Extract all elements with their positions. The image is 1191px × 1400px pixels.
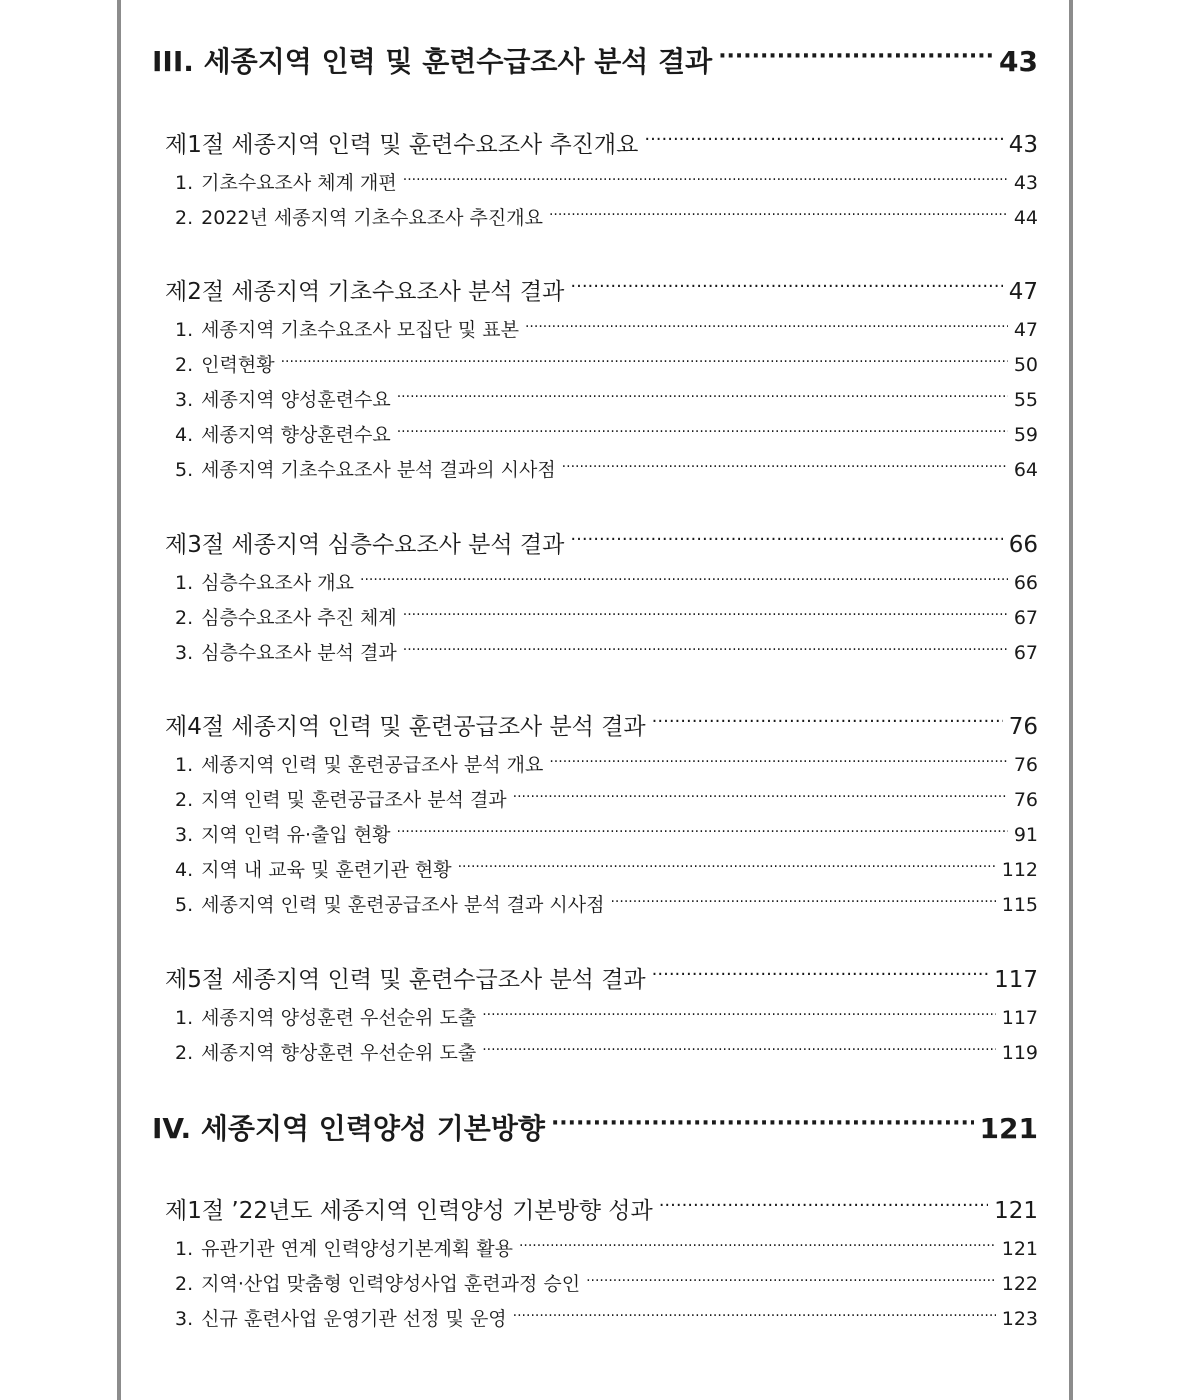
toc-item[interactable] [175,750,1038,777]
toc-item[interactable] [175,420,1038,447]
dot-leader [403,640,1008,659]
dot-leader [610,892,995,911]
item-title: 세종지역 향상훈련수요 [201,424,391,446]
item-number: 3. [175,389,194,411]
page-number: 67 [1013,607,1038,629]
dot-leader [652,964,988,987]
item-title: 인력현황 [201,354,275,376]
chapter-title: III. 세종지역 인력 및 훈련수급조사 분석 결과 [152,45,713,78]
page-number: 50 [1013,354,1038,376]
dot-leader [397,822,1008,841]
item-number: 3. [175,1308,194,1330]
item-title: 세종지역 양성훈련 우선순위 도출 [201,1007,477,1029]
toc-item[interactable] [175,638,1038,665]
chapter-title: IV. 세종지역 인력양성 기본방향 [152,1112,545,1145]
toc-item[interactable] [175,315,1038,342]
dot-leader [397,387,1008,406]
dot-leader [397,422,1008,441]
toc-section[interactable] [165,273,1038,306]
item-title: 세종지역 기초수요조사 모집단 및 표본 [201,319,519,341]
page-number: 121 [994,1198,1038,1224]
toc-chapter-4[interactable] [152,1107,1038,1147]
toc-item[interactable] [175,1003,1038,1030]
page-number: 47 [1013,319,1038,341]
item-title: 심층수요조사 개요 [201,572,355,594]
item-title: 지역 인력 유·출입 현황 [201,824,391,846]
item-title: 유관기관 연계 인력양성기본계획 활용 [201,1238,513,1260]
dot-leader [652,711,1003,734]
dot-leader [570,276,1002,299]
item-number: 2. [175,354,194,376]
item-number: 4. [175,424,194,446]
dot-leader [458,857,996,876]
dot-leader [718,43,993,71]
dot-leader [549,205,1008,224]
toc-item[interactable] [175,1234,1038,1261]
toc-item[interactable] [175,1304,1038,1331]
toc-item[interactable] [175,385,1038,412]
toc-item[interactable] [175,820,1038,847]
toc-item[interactable] [175,1038,1038,1065]
item-title: 세종지역 향상훈련 우선순위 도출 [201,1042,477,1064]
dot-leader [482,1005,996,1024]
item-number: 4. [175,859,194,881]
toc-item[interactable] [175,350,1038,377]
toc-item[interactable] [175,168,1038,195]
item-title: 신규 훈련사업 운영기관 선정 및 운영 [201,1308,507,1330]
item-title: 지역·산업 맞춤형 인력양성사업 훈련과정 승인 [201,1273,581,1295]
page-number: 43 [1013,172,1038,194]
page-number: 122 [1001,1273,1038,1295]
dot-leader [659,1195,988,1218]
dot-leader [281,352,1008,371]
page-number: 121 [1001,1238,1038,1260]
item-title: 세종지역 양성훈련수요 [201,389,391,411]
toc-item[interactable] [175,1269,1038,1296]
page-number: 76 [1013,754,1038,776]
toc-chapter-3[interactable] [152,40,1038,80]
dot-leader [549,752,1007,771]
page-number: 64 [1013,459,1038,481]
toc-section[interactable] [165,961,1038,994]
dot-leader [644,129,1002,152]
toc-section[interactable] [165,126,1038,159]
item-number: 2. [175,789,194,811]
toc-section[interactable] [165,708,1038,741]
item-number: 2. [175,1042,194,1064]
section-title: 제1절 ’22년도 세종지역 인력양성 기본방향 성과 [165,1198,653,1224]
page-number: 47 [1008,279,1038,305]
item-number: 2. [175,1273,194,1295]
dot-leader [519,1236,996,1255]
toc-item[interactable] [175,568,1038,595]
dot-leader [482,1040,996,1059]
page-number: 44 [1013,207,1038,229]
toc-section[interactable] [165,526,1038,559]
page-number: 66 [1008,532,1038,558]
dot-leader [570,529,1002,552]
section-title: 제2절 세종지역 기초수요조사 분석 결과 [165,279,565,305]
item-number: 3. [175,824,194,846]
item-title: 심층수요조사 분석 결과 [201,642,397,664]
item-number: 3. [175,642,194,664]
item-number: 2. [175,607,194,629]
toc-item[interactable] [175,855,1038,882]
page-number: 117 [994,967,1038,993]
page-number: 117 [1001,1007,1038,1029]
page-number: 112 [1001,859,1038,881]
dot-leader [403,170,1008,189]
page-number: 121 [979,1112,1038,1145]
item-number: 5. [175,894,194,916]
item-number: 1. [175,1238,194,1260]
page-number: 115 [1001,894,1038,916]
page-number: 55 [1013,389,1038,411]
dot-leader [403,605,1008,624]
dot-leader [562,457,1008,476]
item-number: 1. [175,754,194,776]
dot-leader [586,1271,996,1290]
dot-leader [360,570,1008,589]
item-number: 1. [175,1007,194,1029]
item-number: 5. [175,459,194,481]
dot-leader [525,317,1008,336]
page-number: 43 [999,45,1038,78]
toc-section[interactable] [165,1192,1038,1225]
page-number: 119 [1001,1042,1038,1064]
item-title: 기초수요조사 체계 개편 [201,172,397,194]
section-title: 제4절 세종지역 인력 및 훈련공급조사 분석 결과 [165,714,646,740]
item-number: 2. [175,207,194,229]
toc-item[interactable] [175,603,1038,630]
dot-leader [551,1110,974,1138]
item-number: 1. [175,172,194,194]
item-title: 심층수요조사 추진 체계 [201,607,397,629]
section-title: 제5절 세종지역 인력 및 훈련수급조사 분석 결과 [165,967,646,993]
item-number: 1. [175,572,194,594]
page-number: 59 [1013,424,1038,446]
item-title: 세종지역 인력 및 훈련공급조사 분석 결과 시사점 [201,894,605,916]
page-number: 91 [1013,824,1038,846]
item-number: 1. [175,319,194,341]
item-title: 2022년 세종지역 기초수요조사 추진개요 [201,207,543,229]
item-title: 지역 내 교육 및 훈련기관 현황 [201,859,452,881]
page-number: 76 [1013,789,1038,811]
toc-item[interactable] [175,203,1038,230]
page-number: 67 [1013,642,1038,664]
section-title: 제1절 세종지역 인력 및 훈련수요조사 추진개요 [165,132,639,158]
section-title: 제3절 세종지역 심층수요조사 분석 결과 [165,532,565,558]
page-number: 43 [1008,132,1038,158]
toc-item[interactable] [175,785,1038,812]
item-title: 세종지역 인력 및 훈련공급조사 분석 개요 [201,754,544,776]
dot-leader [513,787,1008,806]
page-number: 66 [1013,572,1038,594]
dot-leader [513,1306,996,1325]
toc-item[interactable] [175,890,1038,917]
page-number: 123 [1001,1308,1038,1330]
toc-item[interactable] [175,455,1038,482]
page-number: 76 [1008,714,1038,740]
item-title: 세종지역 기초수요조사 분석 결과의 시사점 [201,459,556,481]
item-title: 지역 인력 및 훈련공급조사 분석 결과 [201,789,507,811]
